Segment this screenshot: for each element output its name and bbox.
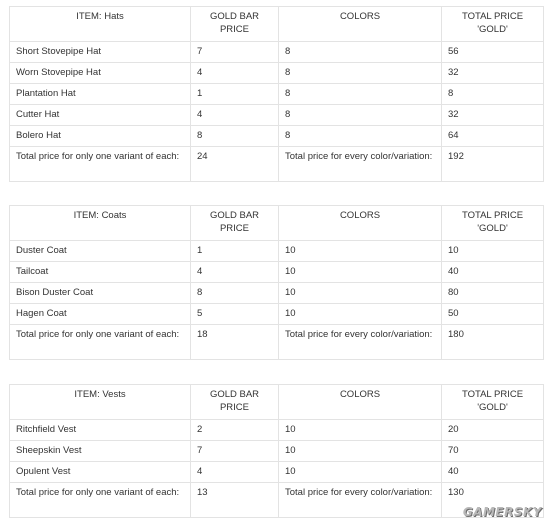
coats-table <box>9 205 544 360</box>
item-name: Duster Coat <box>10 241 191 262</box>
gold-bar-price: 8 <box>191 283 279 304</box>
item-name: Bolero Hat <box>10 126 191 147</box>
total-price-gold: 192 <box>442 147 544 182</box>
total-label-every-color: Total price for every color/variation: <box>279 147 442 182</box>
gold-bar-price: 7 <box>191 42 279 63</box>
table-header-row <box>10 206 544 241</box>
table-row <box>10 105 544 126</box>
total-price: 64 <box>442 126 544 147</box>
table-row <box>10 84 544 105</box>
header-item: ITEM: Hats <box>10 7 191 42</box>
total-gold-bar-price: 13 <box>191 483 279 518</box>
table-row <box>10 126 544 147</box>
total-label-one-variant: Total price for only one variant of each: <box>10 325 191 360</box>
header-gold-bar-price: GOLD BAR PRICE <box>191 7 279 42</box>
item-name: Hagen Coat <box>10 304 191 325</box>
gold-bar-price: 7 <box>191 441 279 462</box>
colors-count: 8 <box>279 105 442 126</box>
item-name: Opulent Vest <box>10 462 191 483</box>
colors-count: 10 <box>279 420 442 441</box>
total-price-gold: 130 <box>442 483 544 518</box>
total-price: 8 <box>442 84 544 105</box>
table-row <box>10 241 544 262</box>
total-row <box>10 147 544 182</box>
table-row <box>10 283 544 304</box>
table-header-row <box>10 385 544 420</box>
gold-bar-price: 1 <box>191 84 279 105</box>
total-price: 10 <box>442 241 544 262</box>
total-price: 80 <box>442 283 544 304</box>
header-gold-bar-price: GOLD BAR PRICE <box>191 385 279 420</box>
gold-bar-price: 4 <box>191 462 279 483</box>
total-label-every-color: Total price for every color/variation: <box>279 325 442 360</box>
gold-bar-price: 8 <box>191 126 279 147</box>
colors-count: 10 <box>279 462 442 483</box>
table-row <box>10 420 544 441</box>
table-row <box>10 262 544 283</box>
colors-count: 8 <box>279 42 442 63</box>
hats-table <box>9 6 544 182</box>
total-price: 20 <box>442 420 544 441</box>
total-price: 40 <box>442 262 544 283</box>
gold-bar-price: 5 <box>191 304 279 325</box>
colors-count: 8 <box>279 126 442 147</box>
watermark-logo: GAMERSKY <box>462 505 542 519</box>
vests-table <box>9 384 544 518</box>
item-name: Ritchfield Vest <box>10 420 191 441</box>
total-gold-bar-price: 18 <box>191 325 279 360</box>
gold-bar-price: 2 <box>191 420 279 441</box>
gold-bar-price: 4 <box>191 105 279 126</box>
header-gold-bar-price: GOLD BAR PRICE <box>191 206 279 241</box>
colors-count: 10 <box>279 441 442 462</box>
total-price: 32 <box>442 63 544 84</box>
colors-count: 10 <box>279 304 442 325</box>
table-row <box>10 462 544 483</box>
total-price: 56 <box>442 42 544 63</box>
header-colors: COLORS <box>279 206 442 241</box>
header-item: ITEM: Coats <box>10 206 191 241</box>
item-name: Plantation Hat <box>10 84 191 105</box>
table-row <box>10 304 544 325</box>
item-name: Short Stovepipe Hat <box>10 42 191 63</box>
gold-bar-price: 4 <box>191 63 279 84</box>
header-colors: COLORS <box>279 7 442 42</box>
colors-count: 10 <box>279 283 442 304</box>
total-price: 40 <box>442 462 544 483</box>
item-name: Worn Stovepipe Hat <box>10 63 191 84</box>
total-gold-bar-price: 24 <box>191 147 279 182</box>
colors-count: 10 <box>279 241 442 262</box>
total-price-gold: 180 <box>442 325 544 360</box>
header-total-price: TOTAL PRICE 'GOLD' <box>442 385 544 420</box>
colors-count: 8 <box>279 84 442 105</box>
table-row <box>10 63 544 84</box>
total-label-one-variant: Total price for only one variant of each: <box>10 147 191 182</box>
item-name: Bison Duster Coat <box>10 283 191 304</box>
table-header-row <box>10 7 544 42</box>
item-name: Cutter Hat <box>10 105 191 126</box>
table-row <box>10 42 544 63</box>
item-name: Tailcoat <box>10 262 191 283</box>
total-price: 70 <box>442 441 544 462</box>
item-name: Sheepskin Vest <box>10 441 191 462</box>
total-price: 50 <box>442 304 544 325</box>
header-total-price: TOTAL PRICE 'GOLD' <box>442 206 544 241</box>
header-total-price: TOTAL PRICE 'GOLD' <box>442 7 544 42</box>
total-price: 32 <box>442 105 544 126</box>
gold-bar-price: 1 <box>191 241 279 262</box>
table-row <box>10 441 544 462</box>
gold-bar-price: 4 <box>191 262 279 283</box>
colors-count: 8 <box>279 63 442 84</box>
total-label-one-variant: Total price for only one variant of each: <box>10 483 191 518</box>
header-item: ITEM: Vests <box>10 385 191 420</box>
header-colors: COLORS <box>279 385 442 420</box>
colors-count: 10 <box>279 262 442 283</box>
total-row <box>10 325 544 360</box>
total-label-every-color: Total price for every color/variation: <box>279 483 442 518</box>
